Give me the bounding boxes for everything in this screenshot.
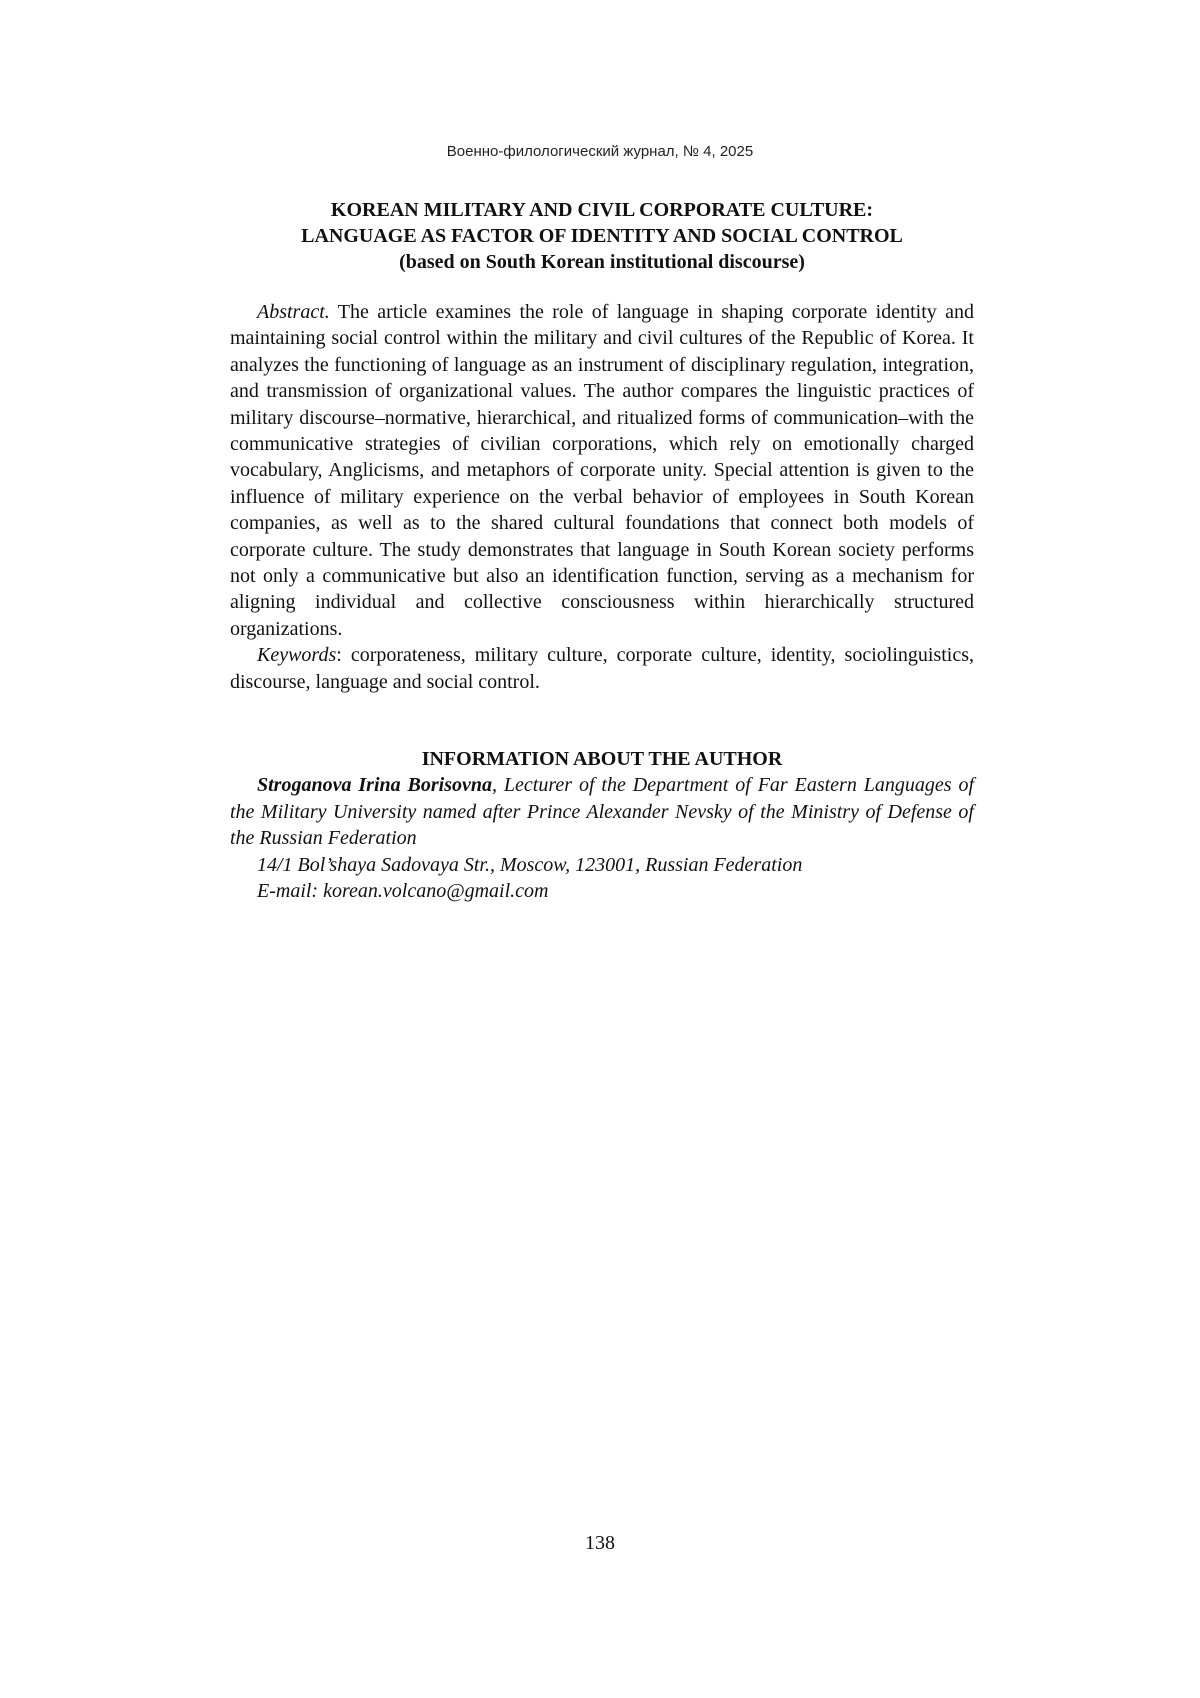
running-header: Военно-филологический журнал, № 4, 2025	[446, 143, 754, 160]
author-description	[230, 772, 974, 851]
abstract-paragraph	[230, 299, 974, 642]
abstract-label: Abstract.	[257, 301, 330, 323]
author-info-section	[230, 746, 974, 904]
author-name: Stroganova Irina Borisovna	[257, 774, 492, 797]
abstract-text: The article examines the role of language in shaping corporate identity and maintaining social control within the military and civil cultures of the Republic of Korea. It analyzes the functioning of language as an instrument of disciplinary regulation, integration, and transmission of organizational values. The author compares the linguistic practices of military discourse–normative, hierarchical, and ritualized forms of communication–with the communicative strategies of civilian corporations, which rely on emotionally charged vocabulary, Anglicisms, and metaphors of corporate unity. Special attention is given to the influence of military experience on the verbal behavior of employees in South Korean companies, as well as to the shared cultural foundations that connect both models of corporate culture. The study demonstrates that language in South Korean society performs not only a communicative but also an identification function, serving as a mechanism for aligning individual and collective consciousness within hierarchically structured organizations.	[230, 301, 974, 640]
title-line-1: KOREAN MILITARY AND CIVIL CORPORATE CULTURE:	[330, 199, 874, 221]
title-line-2: LANGUAGE AS FACTOR OF IDENTITY AND SOCIAL CONTROL	[301, 225, 903, 247]
article-title	[230, 197, 974, 275]
keywords-label: Keywords	[257, 644, 337, 667]
author-info-heading: INFORMATION ABOUT THE AUTHOR	[421, 748, 783, 770]
page-number: 138	[585, 1532, 615, 1554]
abstract-section	[230, 299, 974, 695]
author-address: 14/1 Bol’shaya Sadovaya Str., Moscow, 123001, Russian Federation	[257, 853, 803, 876]
title-subtitle: (based on South Korean institutional discourse)	[399, 251, 805, 273]
keywords-paragraph	[230, 642, 974, 695]
keywords-text: : corporateness, military culture, corporate culture, identity, sociolinguistics, discourse, language and social control.	[230, 644, 974, 693]
author-position: , Lecturer of the Department of Far Eastern Languages of the Military University named after Prince Alexander Nevsky of the Ministry of Defense of the Russian Federation	[230, 774, 974, 850]
author-email: E-mail: korean.volcano@gmail.com	[257, 880, 549, 903]
